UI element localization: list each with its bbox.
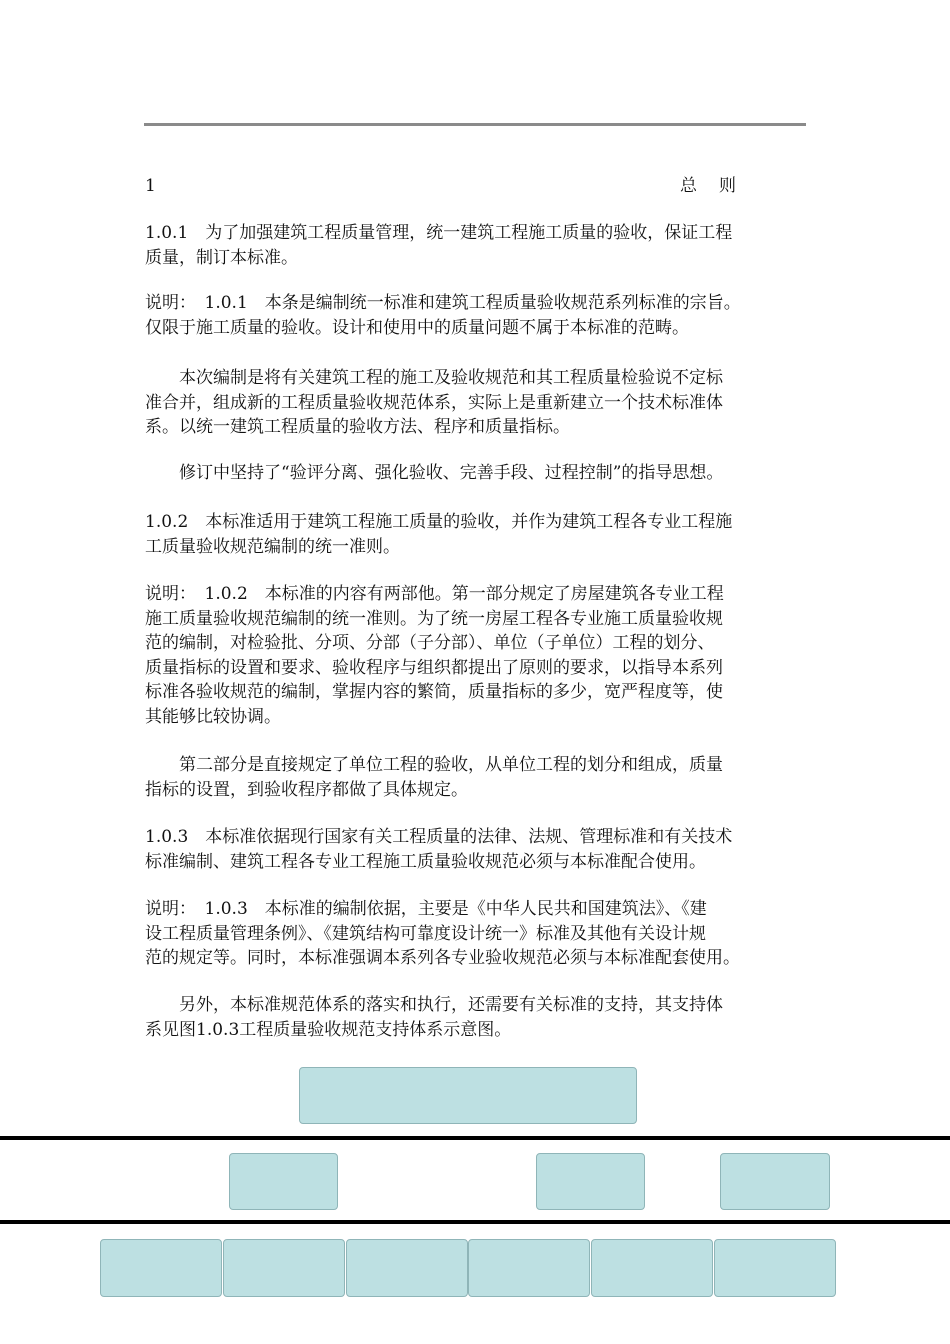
text-line: 1.0.2 本标准适用于建筑工程施工质量的验收，并作为建筑工程各专业工程施: [145, 512, 733, 532]
diagram-box-level3: [346, 1239, 468, 1297]
text-line: 1.0.1 为了加强建筑工程质量管理，统一建筑工程施工质量的验收，保证工程: [145, 223, 733, 243]
text-line: 修订中坚持了“验评分离、强化验收、完善手段、过程控制”的指导思想。: [145, 463, 724, 483]
text-line: 工质量验收规范编制的统一准则。: [145, 536, 400, 557]
diagram-box-level3: [100, 1239, 222, 1297]
text-line: 指标的设置，到验收程序都做了具体规定。: [145, 779, 468, 800]
note-1-0-3: [145, 897, 807, 971]
diagram-connector-line: [0, 1136, 950, 1140]
text-line: 说明： 1.0.1 本条是编制统一标准和建筑工程质量验收规范系列标准的宗旨。: [145, 293, 741, 313]
text-line: 另外，本标准规范体系的落实和执行，还需要有关标准的支持，其支持体: [145, 995, 723, 1015]
diagram-box-level3: [468, 1239, 590, 1297]
diagram-box-level2: [536, 1153, 645, 1210]
text-line: 施工质量验收规范编制的统一准则。为了统一房屋工程各专业施工质量验收规: [145, 608, 723, 629]
text-line: 质量指标的设置和要求、验收程序与组织都提出了原则的要求，以指导本系列: [145, 657, 723, 678]
note-1-0-1: [145, 291, 807, 340]
chapter-title: 总则: [680, 176, 758, 196]
note-1-0-2-paragraph-2: [145, 753, 807, 802]
text-line: 本次编制是将有关建筑工程的施工及验收规范和其工程质量检验说不定标: [145, 368, 723, 388]
text-line: 范的编制，对检验批、分项、分部（子分部）、单位（子单位）工程的划分、: [145, 633, 715, 653]
text-line: 说明： 1.0.2 本标准的内容有两部他。第一部分规定了房屋建筑各专业工程: [145, 584, 724, 604]
diagram-box-level1: [299, 1067, 637, 1124]
chapter-number: 1: [145, 176, 156, 196]
text-line: 其能够比较协调。: [145, 706, 281, 727]
text-line: 系。以统一建筑工程质量的验收方法、程序和质量指标。: [145, 417, 570, 437]
header-rule: [144, 123, 806, 126]
diagram-box-level3: [714, 1239, 836, 1297]
note-1-0-2: [145, 582, 807, 729]
text-line: 系见图1.0.3工程质量验收规范支持体系示意图。: [145, 1019, 512, 1040]
clause-1-0-2: [145, 510, 807, 559]
diagram-box-level3: [223, 1239, 345, 1297]
text-line: 1.0.3 本标准依据现行国家有关工程质量的法律、法规、管理标准和有关技术: [145, 827, 733, 847]
text-line: 第二部分是直接规定了单位工程的验收，从单位工程的划分和组成，质量: [145, 755, 723, 775]
text-line: 质量，制订本标准。: [145, 247, 298, 268]
text-line: 仅限于施工质量的验收。设计和使用中的质量问题不属于本标准的范畴。: [145, 317, 689, 338]
clause-1-0-3: [145, 825, 807, 874]
text-line: 说明： 1.0.3 本标准的编制依据，主要是《中华人民共和国建筑法》、《建: [145, 899, 707, 919]
diagram-box-level3: [591, 1239, 713, 1297]
text-line: 标准各验收规范的编制，掌握内容的繁简，质量指标的多少，宽严程度等，使: [145, 682, 723, 702]
text-line: 标准编制、建筑工程各专业工程施工质量验收规范必须与本标准配合使用。: [145, 851, 706, 872]
clause-1-0-1: [145, 221, 807, 270]
note-1-0-1-paragraph-3: [145, 461, 807, 486]
diagram-connector-line: [0, 1220, 950, 1224]
text-line: 设工程质量管理条例》、《建筑结构可靠度设计统一》标准及其他有关设计规: [145, 923, 706, 944]
note-1-0-1-paragraph-2: [145, 366, 807, 440]
diagram-box-level2: [720, 1153, 830, 1210]
text-line: 范的规定等。同时，本标准强调本系列各专业验收规范必须与本标准配套使用。: [145, 948, 740, 968]
text-line: 准合并，组成新的工程质量验收规范体系，实际上是重新建立一个技术标准体: [145, 392, 723, 413]
note-1-0-3-paragraph-2: [145, 993, 807, 1042]
diagram-box-level2: [229, 1153, 338, 1210]
